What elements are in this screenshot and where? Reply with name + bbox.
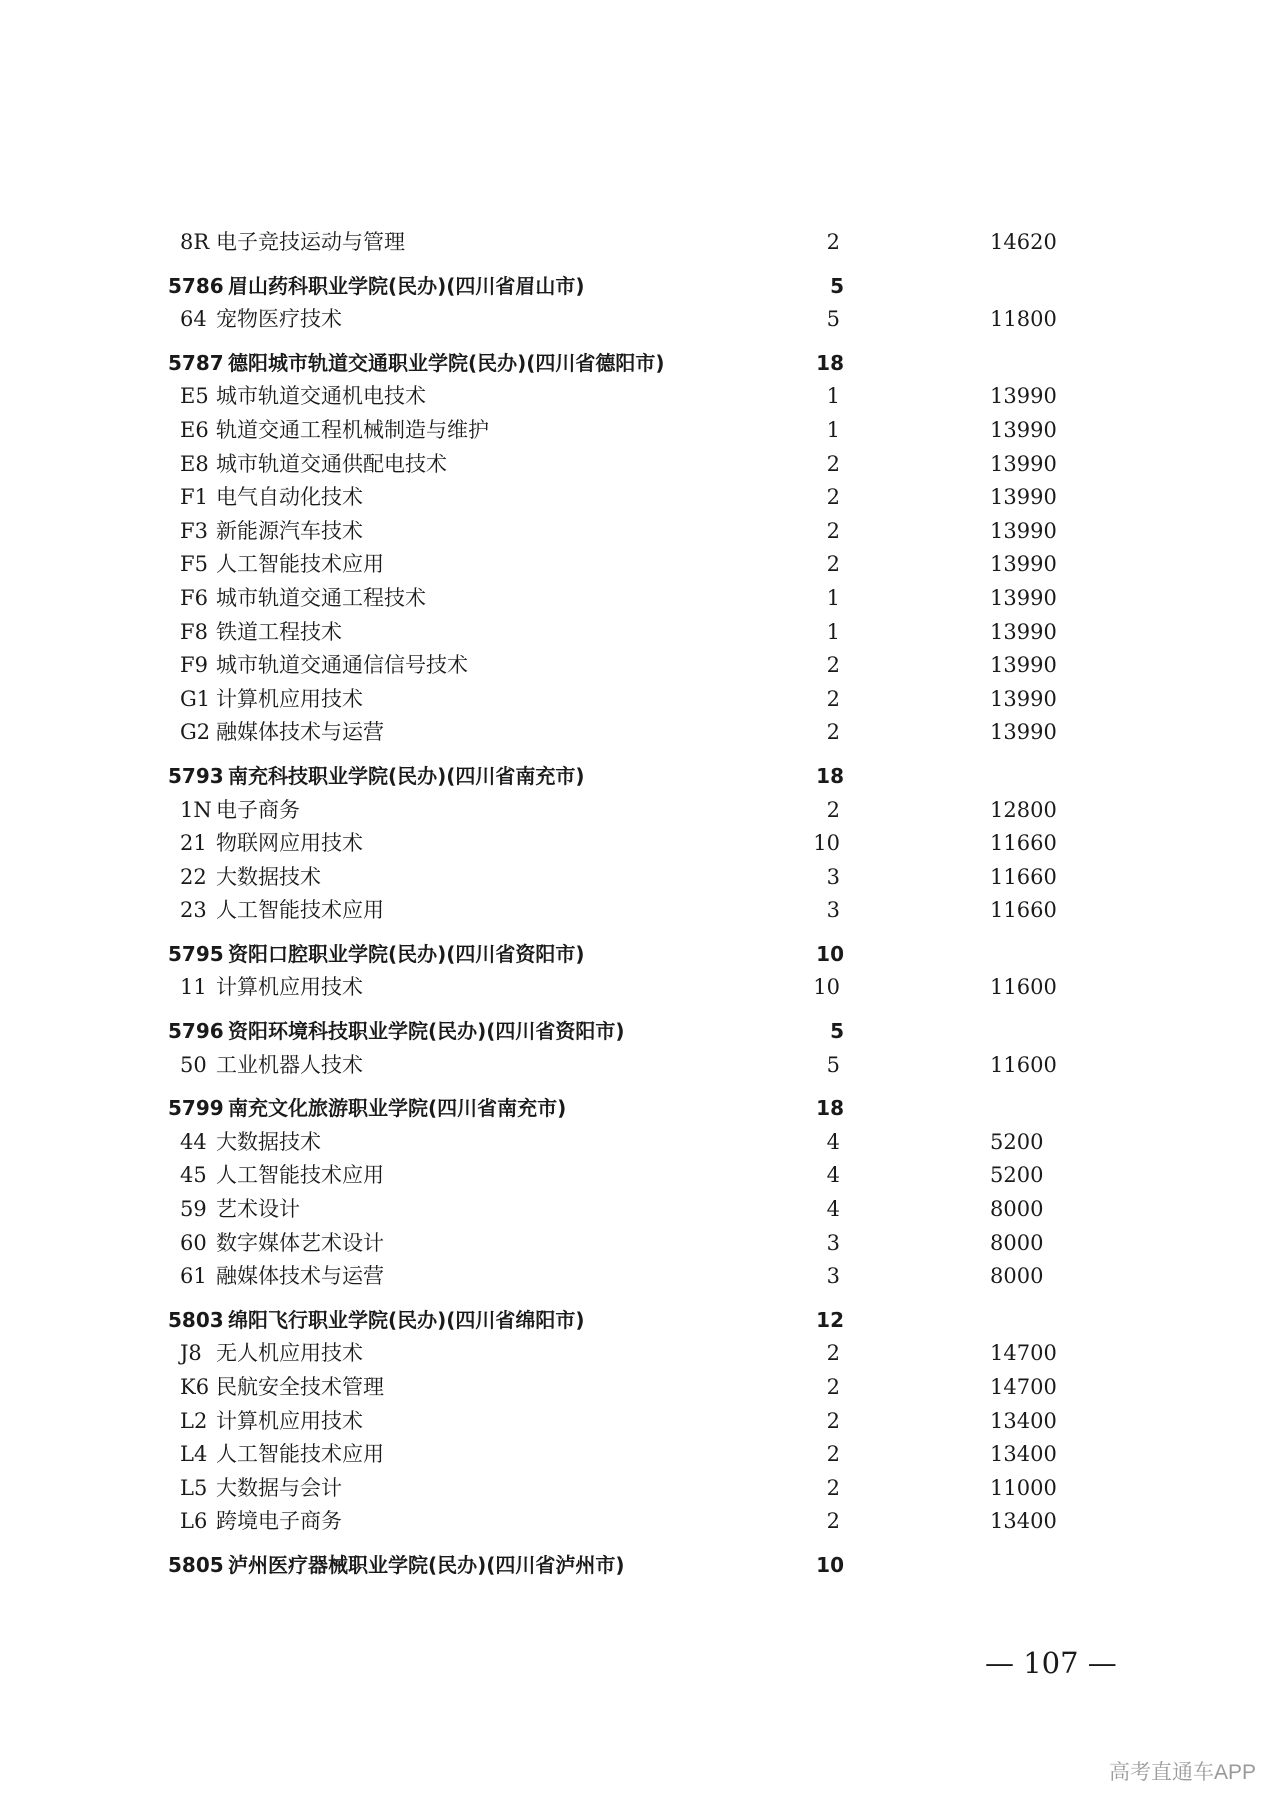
plan-count: 5 bbox=[826, 307, 840, 332]
institution-code: 5805 bbox=[168, 1552, 224, 1577]
plan-count: 12 bbox=[816, 1307, 844, 1332]
major-row bbox=[168, 1505, 1068, 1539]
tuition-fee: 5200 bbox=[990, 1129, 1044, 1154]
major-code: 23 bbox=[180, 898, 207, 923]
institution-name: 资阳口腔职业学院(民办)(四川省资阳市) bbox=[228, 941, 585, 966]
major-code: G1 bbox=[180, 686, 211, 711]
institution-name: 资阳环境科技职业学院(民办)(四川省资阳市) bbox=[228, 1019, 625, 1044]
plan-count: 5 bbox=[830, 1019, 844, 1044]
major-name: 电气自动化技术 bbox=[216, 485, 363, 510]
plan-count: 2 bbox=[826, 1442, 840, 1467]
plan-count: 2 bbox=[826, 552, 840, 577]
tuition-fee: 13400 bbox=[990, 1442, 1057, 1467]
major-name: 计算机应用技术 bbox=[216, 686, 363, 711]
institution-name: 绵阳飞行职业学院(民办)(四川省绵阳市) bbox=[228, 1307, 585, 1332]
institution-code: 5786 bbox=[168, 273, 224, 298]
institution-row bbox=[168, 760, 1068, 794]
plan-count: 3 bbox=[826, 1230, 840, 1255]
tuition-fee: 11600 bbox=[990, 975, 1057, 1000]
plan-count: 2 bbox=[826, 485, 840, 510]
major-row bbox=[168, 1049, 1068, 1083]
major-name: 人工智能技术应用 bbox=[216, 552, 384, 577]
major-name: 城市轨道交通通信信号技术 bbox=[216, 653, 468, 678]
tuition-fee: 13990 bbox=[990, 686, 1057, 711]
major-name: 物联网应用技术 bbox=[216, 831, 363, 856]
major-name: 民航安全技术管理 bbox=[216, 1375, 384, 1399]
major-row bbox=[168, 414, 1068, 448]
major-code: K6 bbox=[180, 1375, 210, 1399]
institution-code: 5803 bbox=[168, 1307, 224, 1332]
major-name: 大数据技术 bbox=[216, 1129, 321, 1154]
tuition-fee: 11000 bbox=[990, 1475, 1057, 1500]
major-name: 无人机应用技术 bbox=[216, 1341, 363, 1366]
major-row bbox=[168, 226, 1068, 260]
plan-count: 18 bbox=[816, 350, 844, 375]
plan-count: 1 bbox=[826, 417, 840, 442]
major-name: 城市轨道交通机电技术 bbox=[216, 384, 426, 409]
major-row bbox=[168, 616, 1068, 650]
major-code: F8 bbox=[180, 619, 208, 644]
major-code: F5 bbox=[180, 552, 208, 577]
major-name: 工业机器人技术 bbox=[216, 1052, 363, 1077]
plan-count: 2 bbox=[826, 797, 840, 822]
major-code: 45 bbox=[180, 1163, 207, 1188]
institution-row bbox=[168, 1549, 1068, 1583]
major-code: 1N bbox=[180, 797, 212, 822]
major-row bbox=[168, 548, 1068, 582]
plan-count: 2 bbox=[826, 230, 840, 254]
major-row bbox=[168, 894, 1068, 928]
major-code: 11 bbox=[180, 975, 207, 1000]
institution-row bbox=[168, 1304, 1068, 1338]
enrollment-table bbox=[168, 226, 1068, 1583]
institution-code: 5799 bbox=[168, 1096, 224, 1121]
plan-count: 2 bbox=[826, 1341, 840, 1366]
major-name: 艺术设计 bbox=[216, 1197, 300, 1222]
major-code: L6 bbox=[180, 1509, 208, 1534]
plan-count: 2 bbox=[826, 518, 840, 543]
plan-count: 3 bbox=[826, 898, 840, 923]
major-code: E5 bbox=[180, 384, 209, 409]
major-code: J8 bbox=[180, 1341, 202, 1366]
institution-code: 5793 bbox=[168, 763, 224, 788]
tuition-fee: 13990 bbox=[990, 552, 1057, 577]
plan-count: 4 bbox=[826, 1163, 840, 1188]
major-name: 融媒体技术与运营 bbox=[216, 720, 384, 745]
major-row bbox=[168, 303, 1068, 337]
plan-count: 2 bbox=[826, 1509, 840, 1534]
institution-row bbox=[168, 1015, 1068, 1049]
tuition-fee: 13400 bbox=[990, 1509, 1057, 1534]
tuition-fee: 11800 bbox=[990, 307, 1057, 332]
tuition-fee: 13990 bbox=[990, 451, 1057, 476]
plan-count: 3 bbox=[826, 864, 840, 889]
tuition-fee: 13990 bbox=[990, 619, 1057, 644]
major-name: 宠物医疗技术 bbox=[216, 307, 342, 332]
institution-name: 德阳城市轨道交通职业学院(民办)(四川省德阳市) bbox=[228, 350, 665, 375]
tuition-fee: 13990 bbox=[990, 585, 1057, 610]
tuition-fee: 13400 bbox=[990, 1408, 1057, 1433]
plan-count: 3 bbox=[826, 1264, 840, 1289]
tuition-fee: 8000 bbox=[990, 1230, 1044, 1255]
page-number: — 107 — bbox=[985, 1646, 1117, 1680]
major-code: 21 bbox=[180, 831, 207, 856]
institution-name: 泸州医疗器械职业学院(民办)(四川省泸州市) bbox=[228, 1552, 625, 1577]
major-row bbox=[168, 649, 1068, 683]
major-row bbox=[168, 716, 1068, 750]
watermark: 高考直通车APP bbox=[1108, 1761, 1256, 1784]
major-code: 22 bbox=[180, 864, 207, 889]
major-code: F1 bbox=[180, 485, 208, 510]
tuition-fee: 12800 bbox=[990, 797, 1057, 822]
plan-count: 2 bbox=[826, 686, 840, 711]
major-name: 计算机应用技术 bbox=[216, 975, 363, 1000]
major-name: 城市轨道交通工程技术 bbox=[216, 585, 426, 610]
major-name: 人工智能技术应用 bbox=[216, 1442, 384, 1467]
major-name: 计算机应用技术 bbox=[216, 1408, 363, 1433]
plan-count: 10 bbox=[813, 975, 840, 1000]
tuition-fee: 11660 bbox=[990, 831, 1057, 856]
major-code: 59 bbox=[180, 1197, 207, 1222]
major-row bbox=[168, 1159, 1068, 1193]
major-row bbox=[168, 1227, 1068, 1261]
major-name: 城市轨道交通供配电技术 bbox=[216, 451, 447, 476]
institution-code: 5796 bbox=[168, 1019, 224, 1044]
tuition-fee: 11660 bbox=[990, 864, 1057, 889]
plan-count: 10 bbox=[816, 941, 844, 966]
major-row bbox=[168, 1438, 1068, 1472]
major-code: G2 bbox=[180, 720, 211, 745]
major-name: 大数据技术 bbox=[216, 864, 321, 889]
plan-count: 2 bbox=[826, 1475, 840, 1500]
institution-name: 南充科技职业学院(民办)(四川省南充市) bbox=[228, 763, 585, 788]
major-code: L5 bbox=[180, 1475, 208, 1500]
plan-count: 2 bbox=[826, 1375, 840, 1399]
plan-count: 10 bbox=[816, 1552, 844, 1577]
major-name: 轨道交通工程机械制造与维护 bbox=[216, 417, 489, 442]
major-name: 数字媒体艺术设计 bbox=[216, 1230, 384, 1255]
plan-count: 18 bbox=[816, 1096, 844, 1121]
major-code: 8R bbox=[180, 230, 210, 254]
major-code: F9 bbox=[180, 653, 208, 678]
tuition-fee: 13990 bbox=[990, 653, 1057, 678]
tuition-fee: 8000 bbox=[990, 1264, 1044, 1289]
plan-count: 2 bbox=[826, 653, 840, 678]
major-name: 人工智能技术应用 bbox=[216, 1163, 384, 1188]
tuition-fee: 14700 bbox=[990, 1375, 1057, 1399]
major-code: 50 bbox=[180, 1052, 207, 1077]
tuition-fee: 13990 bbox=[990, 417, 1057, 442]
institution-row bbox=[168, 270, 1068, 304]
tuition-fee: 13990 bbox=[990, 384, 1057, 409]
tuition-fee: 13990 bbox=[990, 720, 1057, 745]
major-row bbox=[168, 971, 1068, 1005]
plan-count: 4 bbox=[826, 1129, 840, 1154]
plan-count: 2 bbox=[826, 1408, 840, 1433]
plan-count: 5 bbox=[826, 1052, 840, 1077]
major-row bbox=[168, 1405, 1068, 1439]
plan-count: 1 bbox=[826, 384, 840, 409]
major-row bbox=[168, 1337, 1068, 1371]
major-row bbox=[168, 1472, 1068, 1506]
major-name: 融媒体技术与运营 bbox=[216, 1264, 384, 1289]
tuition-fee: 14700 bbox=[990, 1341, 1057, 1366]
major-code: 60 bbox=[180, 1230, 207, 1255]
institution-code: 5787 bbox=[168, 350, 224, 375]
tuition-fee: 13990 bbox=[990, 485, 1057, 510]
major-code: L4 bbox=[180, 1442, 208, 1467]
major-name: 新能源汽车技术 bbox=[216, 518, 363, 543]
major-name: 铁道工程技术 bbox=[216, 619, 342, 644]
major-row bbox=[168, 1260, 1068, 1294]
major-row bbox=[168, 448, 1068, 482]
tuition-fee: 13990 bbox=[990, 518, 1057, 543]
major-code: E8 bbox=[180, 451, 209, 476]
major-name: 人工智能技术应用 bbox=[216, 898, 384, 923]
major-code: 61 bbox=[180, 1264, 207, 1289]
plan-count: 10 bbox=[813, 831, 840, 856]
institution-name: 南充文化旅游职业学院(四川省南充市) bbox=[228, 1096, 567, 1121]
major-row bbox=[168, 1371, 1068, 1405]
major-row bbox=[168, 515, 1068, 549]
major-row bbox=[168, 827, 1068, 861]
tuition-fee: 5200 bbox=[990, 1163, 1044, 1188]
major-name: 电子竞技运动与管理 bbox=[216, 230, 405, 254]
tuition-fee: 11600 bbox=[990, 1052, 1057, 1077]
plan-count: 1 bbox=[826, 619, 840, 644]
plan-count: 2 bbox=[826, 720, 840, 745]
major-code: F6 bbox=[180, 585, 208, 610]
institution-code: 5795 bbox=[168, 941, 224, 966]
tuition-fee: 8000 bbox=[990, 1197, 1044, 1222]
major-code: E6 bbox=[180, 417, 209, 442]
major-name: 大数据与会计 bbox=[216, 1475, 342, 1500]
major-code: L2 bbox=[180, 1408, 208, 1433]
major-row bbox=[168, 380, 1068, 414]
major-code: 64 bbox=[180, 307, 207, 332]
major-code: 44 bbox=[180, 1129, 207, 1154]
major-row bbox=[168, 582, 1068, 616]
major-row bbox=[168, 1126, 1068, 1160]
major-code: F3 bbox=[180, 518, 208, 543]
major-row bbox=[168, 683, 1068, 717]
major-row bbox=[168, 861, 1068, 895]
institution-name: 眉山药科职业学院(民办)(四川省眉山市) bbox=[228, 273, 585, 298]
tuition-fee: 14620 bbox=[990, 230, 1057, 254]
tuition-fee: 11660 bbox=[990, 898, 1057, 923]
major-row bbox=[168, 794, 1068, 828]
plan-count: 1 bbox=[826, 585, 840, 610]
plan-count: 18 bbox=[816, 763, 844, 788]
plan-count: 2 bbox=[826, 451, 840, 476]
plan-count: 5 bbox=[830, 273, 844, 298]
institution-row bbox=[168, 347, 1068, 381]
major-row bbox=[168, 481, 1068, 515]
major-row bbox=[168, 1193, 1068, 1227]
institution-row bbox=[168, 1092, 1068, 1126]
plan-count: 4 bbox=[826, 1197, 840, 1222]
major-name: 跨境电子商务 bbox=[216, 1509, 342, 1534]
major-name: 电子商务 bbox=[216, 797, 300, 822]
institution-row bbox=[168, 938, 1068, 972]
